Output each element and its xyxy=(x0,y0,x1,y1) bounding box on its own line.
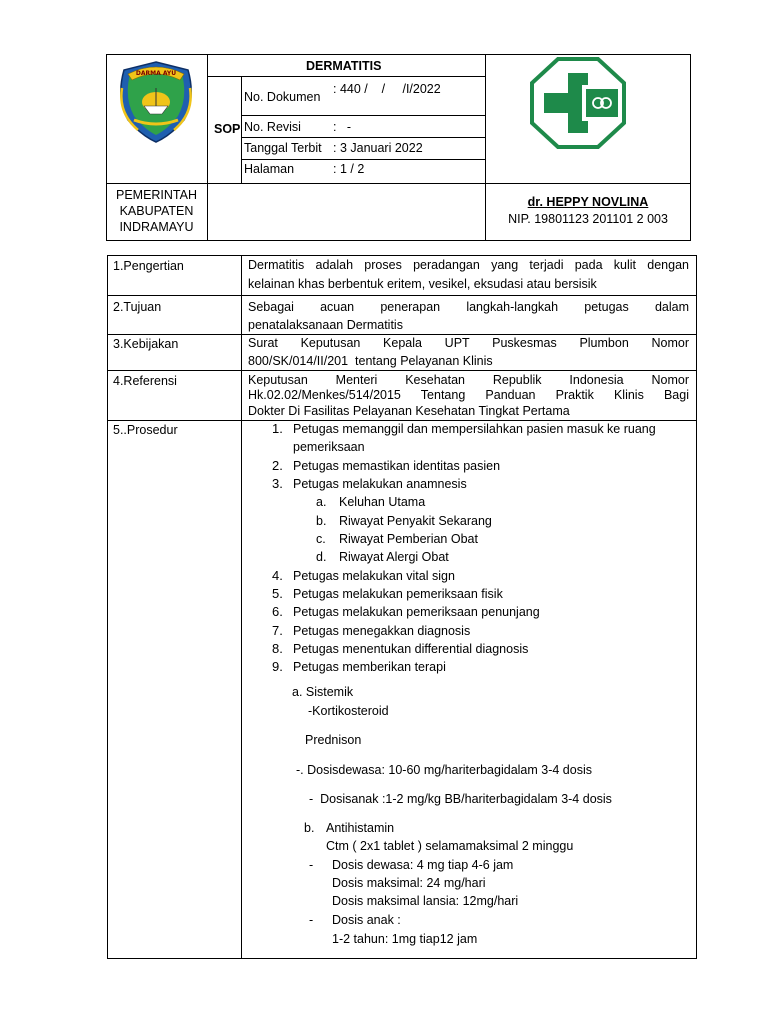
kebijakan-line-2: 800/SK/014/II/201 tentang Pelayanan Klinis xyxy=(248,354,493,368)
ctm-dosis-maksimal: Dosis maksimal: 24 mg/hari xyxy=(332,876,486,890)
step-text: Petugas menegakkan diagnosis xyxy=(293,624,471,638)
antihistamin-letter: b. xyxy=(304,821,315,835)
terapi-kortikosteroid: -Kortikosteroid xyxy=(308,704,389,718)
step-text: Petugas menentukan differential diagnosis xyxy=(293,642,529,656)
step-text: Petugas melakukan pemeriksaan fisik xyxy=(293,587,503,601)
terapi-dosis-dewasa: -. Dosisdewasa: 10-60 mg/hariterbagidalam 3-4 dosis xyxy=(296,763,592,777)
field-value-halaman: : 1 / 2 xyxy=(333,162,365,176)
label-referensi: 4.Referensi xyxy=(113,374,177,388)
signer-nip: NIP. 19801123 201101 2 003 xyxy=(508,212,668,226)
document-title: DERMATITIS xyxy=(306,59,382,73)
step-number: 5. xyxy=(272,586,283,601)
sop-label: SOP xyxy=(214,122,241,136)
tujuan-line-1: Sebagai acuan penerapan langkah-langkah petugas dalam xyxy=(248,300,689,314)
ctm-dosis-lansia: Dosis maksimal lansia: 12mg/hari xyxy=(332,894,519,908)
step-number: 6. xyxy=(272,604,283,619)
step-number: 9. xyxy=(272,659,283,674)
anamnesis-letter: c. xyxy=(316,532,326,546)
government-line-1: PEMERINTAH xyxy=(115,188,198,202)
tujuan-line-2: penatalaksanaan Dermatitis xyxy=(248,318,403,332)
step-number: 7. xyxy=(272,623,283,638)
step-text: Petugas memberikan terapi xyxy=(293,660,446,674)
field-label-halaman: Halaman xyxy=(244,162,295,176)
terapi-prednison: Prednison xyxy=(305,733,362,747)
anamnesis-item: Riwayat Alergi Obat xyxy=(339,550,449,564)
antihistamin-title: Antihistamin xyxy=(326,821,395,835)
step-number: 8. xyxy=(272,641,283,656)
ctm-dash: - xyxy=(309,913,314,927)
anamnesis-letter: b. xyxy=(316,514,327,528)
ctm-dash: - xyxy=(309,858,314,872)
indramayu-emblem-icon xyxy=(108,58,204,144)
kebijakan-line-1: Surat Keputusan Kepala UPT Puskesmas Plumbon Nomor xyxy=(248,336,689,350)
anamnesis-item: Riwayat Pemberian Obat xyxy=(339,532,478,546)
field-label-no-dokumen: No. Dokumen xyxy=(244,90,321,104)
ctm-dosis-dewasa: Dosis dewasa: 4 mg tiap 4-6 jam xyxy=(332,858,514,872)
field-value-no-revisi: : - xyxy=(333,120,352,134)
step-text: Petugas memastikan identitas pasien xyxy=(293,459,501,473)
anamnesis-item: Keluhan Utama xyxy=(339,495,426,509)
anamnesis-item: Riwayat Penyakit Sekarang xyxy=(339,514,492,528)
field-value-tanggal-terbit: : 3 Januari 2022 xyxy=(333,141,423,155)
terapi-dosis-anak: - Dosisanak :1-2 mg/kg BB/hariterbagidalam 3-4 dosis xyxy=(309,792,612,806)
puskesmas-logo-icon xyxy=(530,57,626,149)
government-line-3: INDRAMAYU xyxy=(119,220,194,234)
step-text: Petugas memanggil dan mempersilahkan pasien masuk ke ruang xyxy=(293,422,656,436)
step-number: 1. xyxy=(272,421,283,436)
field-value-no-dokumen: : 440 / / /I/2022 xyxy=(333,82,441,96)
field-label-no-revisi: No. Revisi xyxy=(244,120,301,134)
step-number: 3. xyxy=(272,476,283,491)
ctm-line: Ctm ( 2x1 tablet ) selamamaksimal 2 minggu xyxy=(326,839,574,853)
field-label-tanggal-terbit: Tanggal Terbit xyxy=(244,141,322,155)
referensi-line-3: Dokter Di Fasilitas Pelayanan Kesehatan Tingkat Pertama xyxy=(248,404,570,418)
emblem-banner-text: DARMA AYU xyxy=(135,70,177,77)
step-number: 4. xyxy=(272,568,283,583)
anamnesis-letter: a. xyxy=(316,495,327,509)
label-prosedur: 5..Prosedur xyxy=(113,423,178,437)
ctm-dosis-anak: Dosis anak : xyxy=(332,913,401,927)
label-kebijakan: 3.Kebijakan xyxy=(113,337,179,351)
step-text: Petugas melakukan pemeriksaan penunjang xyxy=(293,605,540,619)
pengertian-line-1: Dermatitis adalah proses peradangan yang terjadi pada kulit dengan xyxy=(248,258,689,272)
label-pengertian: 1.Pengertian xyxy=(113,259,184,273)
signer-name: dr. HEPPY NOVLINA xyxy=(527,195,649,209)
pengertian-line-2: kelainan khas berbentuk eritem, vesikel, eksudasi atau bersisik xyxy=(248,277,597,291)
referensi-line-1: Keputusan Menteri Kesehatan Republik Indonesia Nomor xyxy=(248,373,689,387)
ctm-dosis-anak-1: 1-2 tahun: 1mg tiap12 jam xyxy=(332,932,478,946)
government-line-2: KABUPATEN xyxy=(119,204,194,218)
label-tujuan: 2.Tujuan xyxy=(113,300,162,314)
step-text: Petugas melakukan anamnesis xyxy=(293,477,467,491)
anamnesis-letter: d. xyxy=(316,550,327,564)
step-number: 2. xyxy=(272,458,283,473)
step-text: Petugas melakukan vital sign xyxy=(293,569,455,583)
terapi-sistemik: a. Sistemik xyxy=(292,685,354,699)
referensi-line-2: Hk.02.02/Menkes/514/2015 Tentang Panduan Praktik Klinis Bagi xyxy=(248,388,689,402)
step-text-continued: pemeriksaan xyxy=(293,440,365,454)
